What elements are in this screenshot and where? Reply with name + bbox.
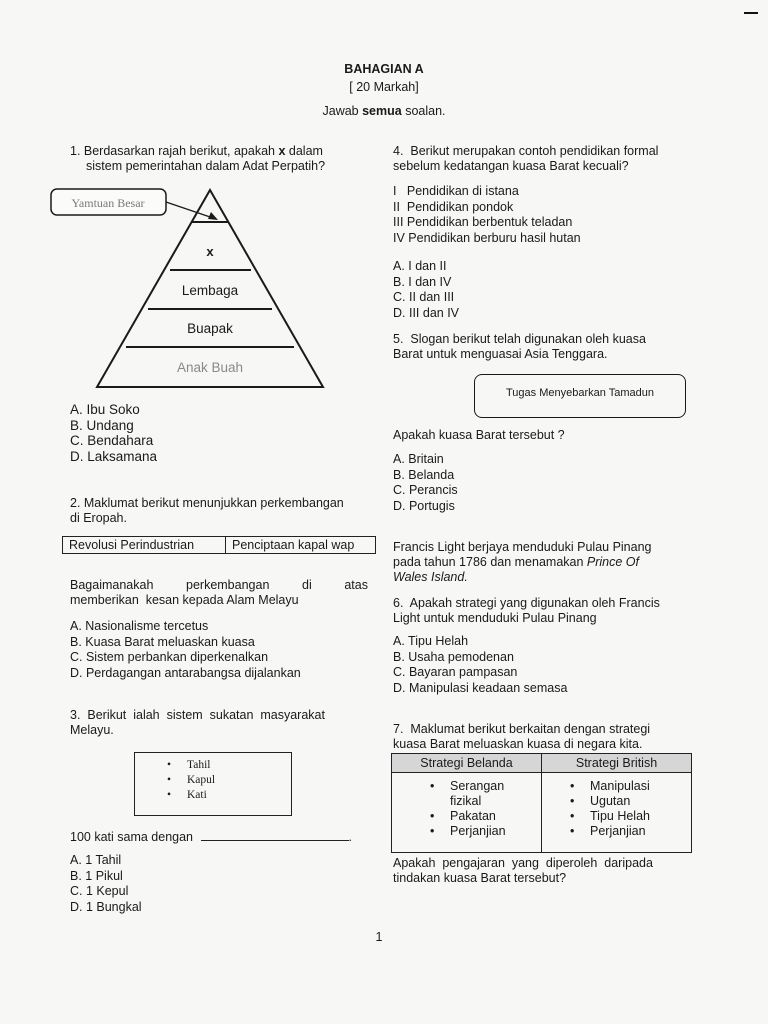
q2-table-cell-1: Revolusi Perindustrian	[63, 537, 226, 553]
q5-line1: 5. Slogan berikut telah digunakan oleh kuasa	[393, 332, 646, 346]
q2-line2: di Eropah.	[70, 511, 127, 525]
q3-option-c[interactable]: C. 1 Kepul	[70, 884, 129, 898]
q4-option-c[interactable]: C. II dan III	[393, 290, 455, 304]
q4-option-a[interactable]: A. I dan II	[393, 259, 447, 273]
callout-label: Yamtuan Besar	[71, 196, 145, 210]
q1-stem	[70, 144, 370, 174]
q7-british-item: • Ugutan	[564, 794, 691, 809]
q4-option-d[interactable]: D. III dan IV	[393, 305, 460, 320]
q6-options	[393, 634, 567, 696]
q6-option-a[interactable]: A. Tipu Helah	[393, 634, 469, 648]
instruction-post: soalan.	[401, 104, 446, 118]
q7-belanda-item: • Serangan fizikal	[424, 779, 530, 809]
q3-option-d[interactable]: D. 1 Bungkal	[70, 899, 142, 914]
q5-option-d[interactable]: D. Portugis	[393, 498, 455, 513]
pyramid-level-lembaga: Lembaga	[181, 283, 239, 298]
q2-word: perkembangan	[186, 578, 270, 592]
q3-answer-blank[interactable]	[201, 829, 349, 841]
q6-option-c[interactable]: C. Bayaran pampasan	[393, 665, 518, 679]
q4-option-b[interactable]: B. I dan IV	[393, 274, 452, 289]
callout-arrow-line	[166, 202, 216, 219]
q3-list-item: • Kati	[161, 788, 291, 803]
q4-statement: IV Pendidikan berburu hasil hutan	[393, 230, 581, 245]
q4-line1: 4. Berikut merupakan contoh pendidikan formal	[393, 144, 659, 158]
q3-line1: 3. Berikut ialah sistem sukatan masyarakat	[70, 708, 325, 722]
marks-label: [ 20 Markah]	[349, 80, 419, 94]
q7-belanda-item: • Perjanjian	[424, 824, 541, 839]
q5-option-b[interactable]: B. Belanda	[393, 467, 455, 482]
q5-slogan: Tugas Menyebarkan Tamadun	[506, 387, 654, 399]
q3-list-box	[134, 752, 292, 816]
q2-option-c[interactable]: C. Sistem perbankan diperkenalkan	[70, 650, 269, 664]
section-title: BAHAGIAN A	[344, 62, 424, 76]
callout-arrow-head	[208, 212, 218, 220]
q7-belanda-item: • Pakatan	[424, 809, 541, 824]
q6-intro-line1: Francis Light berjaya menduduki Pulau Pinang	[393, 540, 652, 554]
instruction-bold: semua	[362, 104, 402, 118]
instruction	[0, 104, 768, 118]
pyramid-level-x: x	[206, 244, 214, 259]
q5-slogan-box	[474, 374, 686, 418]
q4-statement: III Pendidikan berbentuk teladan	[393, 215, 573, 229]
q2-stem	[70, 496, 370, 526]
q7-question-line1: Apakah pengajaran yang diperoleh daripada	[393, 856, 653, 870]
corner-mark	[744, 12, 758, 14]
q7-question-line2: tindakan kuasa Barat tersebut?	[393, 871, 567, 885]
q7-stem	[393, 722, 691, 752]
q4-statements	[393, 184, 581, 246]
q6-intro-line2-text: pada tahun 1786 dan menamakan	[393, 555, 587, 569]
q5-line2: Barat untuk menguasai Asia Tenggara.	[393, 347, 608, 361]
q7-line1: 7. Maklumat berikut berkaitan dengan strategi	[393, 722, 651, 736]
q2-question-line1	[70, 578, 368, 593]
q1-option-b[interactable]: B. Undang	[70, 417, 134, 433]
q2-word: di	[302, 578, 312, 592]
q2-question-line2: memberikan kesan kepada Alam Melayu	[70, 593, 299, 607]
q3-question-text: 100 kati sama dengan	[70, 830, 194, 844]
q6-line2: Light untuk menduduki Pulau Pinang	[393, 611, 597, 625]
q2-table-cell-2: Penciptaan kapal wap	[232, 538, 355, 552]
q2-question	[70, 578, 368, 608]
q5-options	[393, 452, 458, 514]
q3-question: 100 kati sama dengan .	[70, 830, 352, 844]
q4-statement: II Pendidikan pondok	[393, 199, 514, 214]
q6-line1: 6. Apakah strategi yang digunakan oleh Francis	[393, 596, 660, 610]
q5-stem	[393, 332, 691, 362]
q1-line1-pre: 1. Berdasarkan rajah berikut, apakah	[70, 144, 279, 158]
q1-line2: sistem pemerintahan dalam Adat Perpatih?	[86, 159, 326, 173]
pyramid-level-anak-buah: Anak Buah	[176, 360, 244, 375]
q2-table	[62, 536, 376, 554]
q2-option-b[interactable]: B. Kuasa Barat meluaskan kuasa	[70, 634, 255, 649]
q6-option-b[interactable]: B. Usaha pemodenan	[393, 649, 514, 664]
q7-question	[393, 856, 691, 886]
q6-intro-line3-italic: Wales Island.	[393, 570, 468, 584]
q3-line2: Melayu.	[70, 723, 114, 737]
q4-line2: sebelum kedatangan kuasa Barat kecuali?	[393, 159, 629, 173]
q7-header-belanda: Strategi Belanda	[392, 754, 542, 773]
q5-question: Apakah kuasa Barat tersebut ?	[393, 428, 565, 442]
q4-options	[393, 259, 459, 321]
q3-list-item: • Kapul	[161, 773, 291, 788]
q2-option-a[interactable]: A. Nasionalisme tercetus	[70, 619, 209, 633]
q7-header-british: Strategi British	[542, 754, 692, 773]
q3-option-a[interactable]: A. 1 Tahil	[70, 853, 122, 867]
q6-intro-line2	[393, 555, 691, 570]
instruction-pre: Jawab	[322, 104, 363, 118]
q6-stem	[393, 596, 691, 626]
q1-line1-bold: x	[278, 144, 286, 158]
q2-option-d[interactable]: D. Perdagangan antarabangsa dijalankan	[70, 665, 301, 680]
q2-word: atas	[344, 578, 368, 592]
q2-word: Bagaimanakah	[70, 578, 154, 592]
pyramid-level-buapak: Buapak	[187, 321, 233, 336]
q1-line1	[70, 144, 370, 159]
q1-option-a[interactable]: A. Ibu Soko	[70, 402, 140, 417]
q2-line1: 2. Maklumat berikut menunjukkan perkembangan	[70, 496, 344, 510]
q5-option-c[interactable]: C. Perancis	[393, 483, 458, 497]
q1-option-c[interactable]: C. Bendahara	[70, 433, 154, 448]
q4-stem	[393, 144, 691, 174]
q1-options	[70, 402, 157, 464]
q6-intro	[393, 540, 691, 585]
q7-british-item: • Tipu Helah	[564, 809, 691, 824]
pyramid-diagram	[40, 185, 380, 395]
page-number: 1	[375, 930, 383, 944]
q6-intro-line2-italic: Prince Of	[586, 555, 640, 569]
q3-list-item: • Tahil	[161, 758, 291, 773]
q1-line1-post: dalam	[285, 144, 323, 158]
q3-stem	[70, 708, 368, 738]
q6-option-d[interactable]: D. Manipulasi keadaan semasa	[393, 680, 568, 695]
q7-british-item: • Manipulasi	[564, 779, 691, 794]
q7-british-item: • Perjanjian	[564, 824, 691, 839]
q3-option-b[interactable]: B. 1 Pikul	[70, 868, 123, 883]
q4-statement: I Pendidikan di istana	[393, 184, 519, 198]
q7-strategy-table	[391, 753, 692, 853]
q5-option-a[interactable]: A. Britain	[393, 452, 444, 466]
q2-options	[70, 619, 301, 681]
q7-line2: kuasa Barat meluaskan kuasa di negara kita.	[393, 737, 643, 751]
q3-options	[70, 853, 142, 915]
q1-option-d[interactable]: D. Laksamana	[70, 448, 158, 464]
